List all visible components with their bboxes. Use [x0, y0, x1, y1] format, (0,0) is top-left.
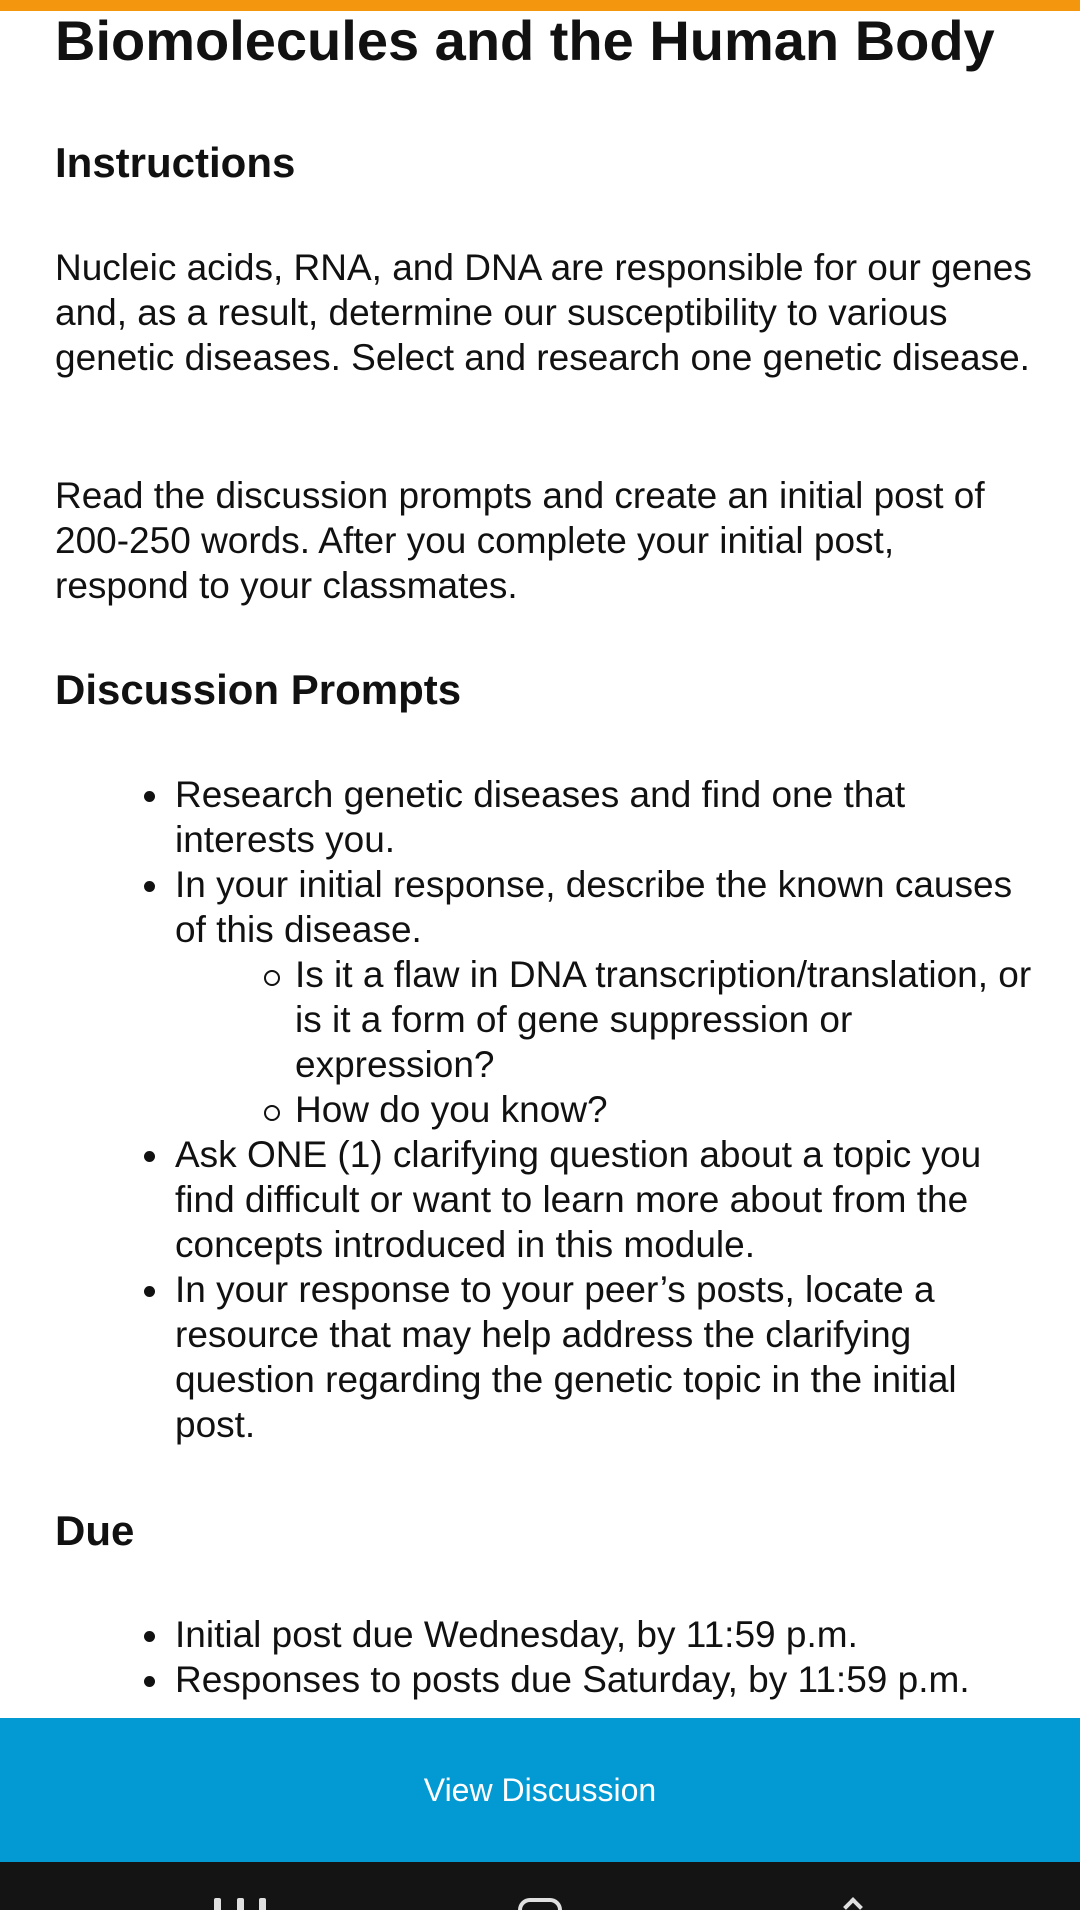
list-item	[55, 1612, 1035, 1657]
recent-apps-icon[interactable]	[214, 1898, 266, 1910]
due-text: Responses to posts due Saturday, by 11:59 p.m.	[175, 1659, 970, 1700]
system-nav-bar	[0, 1862, 1080, 1910]
list-item	[55, 862, 1035, 1132]
instructions-paragraph-2: Read the discussion prompts and create an initial post of 200-250 words. After you complete your initial post, respond to your classmates.	[55, 475, 985, 606]
prompt-text: Ask ONE (1) clarifying question about a topic you find difficult or want to learn more about from the concepts introduced in this module.	[175, 1134, 982, 1265]
sub-prompt-text: How do you know?	[295, 1089, 608, 1130]
due-list	[55, 1612, 1035, 1702]
prompt-text: In your initial response, describe the known causes of this disease.	[175, 864, 1013, 950]
instructions-heading: Instructions	[55, 139, 296, 186]
due-text: Initial post due Wednesday, by 11:59 p.m.	[175, 1614, 858, 1655]
due-heading: Due	[55, 1507, 135, 1554]
discussion-prompts-heading: Discussion Prompts	[55, 666, 462, 713]
sub-list-item	[175, 1087, 1035, 1132]
view-discussion-button[interactable]	[0, 1718, 1080, 1862]
page-title: Biomolecules and the Human Body	[55, 9, 995, 72]
list-item	[55, 1657, 1035, 1702]
back-icon[interactable]	[840, 1898, 862, 1910]
prompt-sub-list	[175, 952, 1035, 1132]
list-item	[55, 772, 1035, 862]
sub-prompt-text: Is it a flaw in DNA transcription/translation, or is it a form of gene suppression or expression?	[295, 954, 1032, 1085]
list-item	[55, 1267, 1035, 1447]
instructions-paragraph-1: Nucleic acids, RNA, and DNA are responsible for our genes and, as a result, determine our susceptibility to various genetic diseases. Select and research one genetic disease.	[55, 247, 1032, 378]
prompt-text: In your response to your peer’s posts, locate a resource that may help address the clarifying question regarding the genetic topic in the initial post.	[175, 1269, 957, 1445]
discussion-prompts-list	[55, 772, 1035, 1447]
prompt-text: Research genetic diseases and find one that interests you.	[175, 774, 906, 860]
sub-list-item	[175, 952, 1035, 1087]
home-icon[interactable]	[518, 1898, 562, 1910]
view-discussion-label: View Discussion	[423, 1771, 657, 1808]
list-item	[55, 1132, 1035, 1267]
